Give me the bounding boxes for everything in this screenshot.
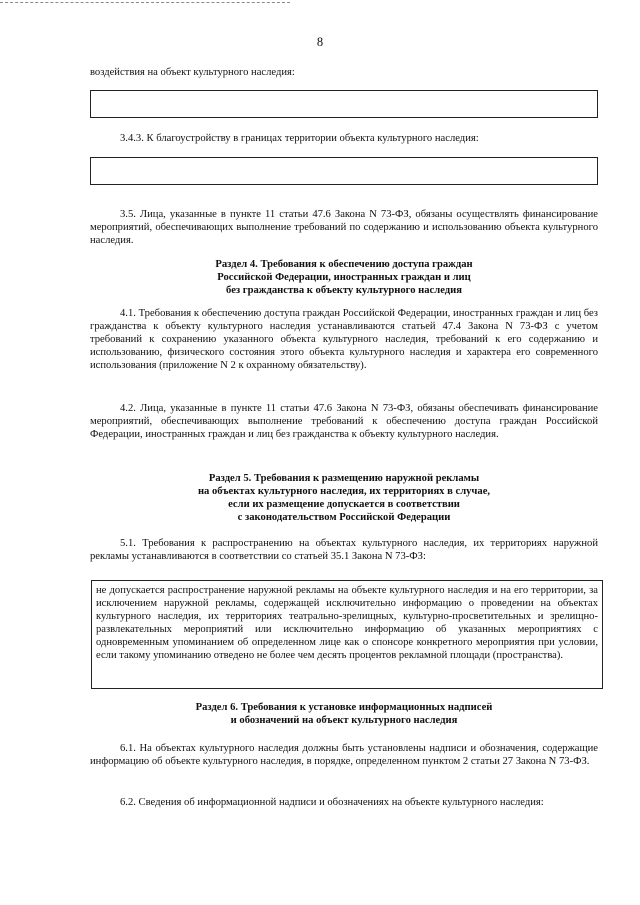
advertising-requirements-box: не допускается распространение наружной рекламы на объекте культурного наследия и на его территории, за исключением наружной рекламы, содержащей исключительно информацию о проведении на объектах культурного наследия, их территориях театрально-зрелищных, культурно-просветительных и зрелищно-развлекательных мероприятий или исключительно информацию об указанных мероприятиях с одновременным упоминанием об определенном лице как о спонсоре конкретного мероприятия при условии, если такому упоминанию отведено не более чем десять процентов рекламной площади (пространства). — [91, 580, 603, 689]
section-4-heading-line: Раздел 4. Требования к обеспечению доступа граждан — [215, 259, 473, 270]
item-3-4-3: 3.4.3. К благоустройству в границах территории объекта культурного наследия: — [120, 133, 479, 144]
page-number: 8 — [316, 35, 324, 49]
top-dashed-line — [0, 2, 290, 3]
section-5-heading-line: с законодательством Российской Федерации — [237, 512, 451, 523]
text-continuation: воздействия на объект культурного наследия: — [90, 67, 295, 78]
item-5-1: 5.1. Требования к распространению на объектах культурного наследия, их территориях наружной рекламы устанавливаются в соответствии со статьей 35.1 Закона N 73-ФЗ: — [90, 538, 598, 563]
section-4-heading-line: Российской Федерации, иностранных граждан и лиц — [217, 272, 471, 283]
section-5-heading-line: Раздел 5. Требования к размещению наружной рекламы — [208, 473, 480, 484]
item-3-5: 3.5. Лица, указанные в пункте 11 статьи 47.6 Закона N 73-ФЗ, обязаны осуществлять финансирование мероприятий, обеспечивающих выполнение требований по содержанию и использованию объекта культурного наследия. — [90, 209, 598, 247]
section-6-heading-line: Раздел 6. Требования к установке информационных надписей — [195, 702, 493, 713]
item-4-1: 4.1. Требования к обеспечению доступа граждан Российской Федерации, иностранных граждан и лиц без гражданства к объекту культурного наследия устанавливаются статьей 47.4 Закона N 73-ФЗ с учетом требований к сохранению указанного объекта культурного наследия, требований к его содержанию и использованию, физического состояния этого объекта культурного наследия и характера его современного использования (приложение N 2 к охранному обязательству). — [90, 308, 598, 372]
section-6-heading — [90, 701, 598, 727]
section-5-heading-line: на объектах культурного наследия, их территориях в случае, — [197, 486, 491, 497]
item-4-2: 4.2. Лица, указанные в пункте 11 статьи 47.6 Закона N 73-ФЗ, обязаны обеспечивать финансирование мероприятий, обеспечивающих выполнение требований к обеспечению доступа граждан Российской Федерации, иностранных граждан и лиц без гражданства к объекту культурного наследия. — [90, 403, 598, 441]
empty-fill-box-1 — [90, 90, 598, 118]
empty-fill-box-2 — [90, 157, 598, 185]
item-6-1: 6.1. На объектах культурного наследия должны быть установлены надписи и обозначения, содержащие информацию об объекте культурного наследия, в порядке, определенном пунктом 2 статьи 27 Закона N 73-ФЗ. — [90, 743, 598, 768]
section-4-heading-line: без гражданства к объекту культурного наследия — [226, 285, 462, 296]
item-6-2: 6.2. Сведения об информационной надписи и обозначениях на объекте культурного наследия: — [120, 797, 544, 808]
section-5-heading-line: если их размещение допускается в соответствии — [228, 499, 460, 510]
section-4-heading — [90, 258, 598, 297]
section-5-heading — [90, 472, 598, 524]
section-6-heading-line: и обозначений на объект культурного наследия — [230, 715, 458, 726]
